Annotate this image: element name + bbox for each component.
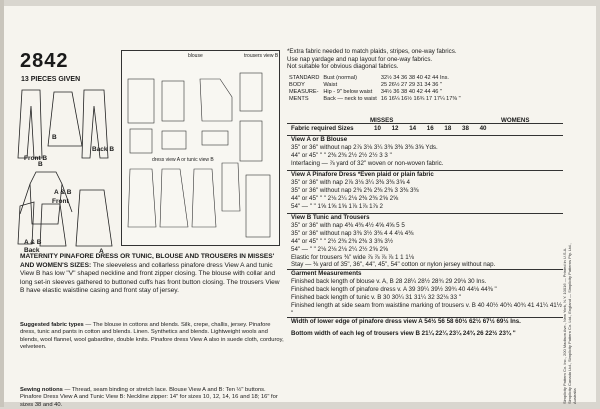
yardage-a-b-row-3: Interfacing — ⅞ yard of 32" woven or non-woven fabric.: [291, 159, 444, 167]
yardage-b-row-6: Stay — ⅜ yard of 35", 36", 44", 45", 54" cotton or nylon jersey without nap.: [291, 261, 496, 269]
label-front-b: Front B: [24, 155, 48, 162]
hip-values: 34½ 36 38 40 42 44 46 ": [380, 88, 442, 95]
hip-label: Hip - 9" below waist: [323, 88, 373, 95]
yardage-a-row-1: 35" or 36" with nap 2⅞ 3⅛ 3¼ 3⅜ 3⅜ 3⅝ 4: [291, 178, 410, 186]
garment-row-3: Finished back length of tunic v. B 30 30¼ 31 31¼ 32 32⅛ 33 ": [291, 293, 461, 301]
yardage-a-title: View A Pinafore Dress *Even plaid or plain fabric: [291, 171, 434, 178]
garment-row-2: Finished back length of pinafore dress v. A 39 39¼ 39½ 39¾ 40 44⅛ 44⅜ ": [291, 285, 497, 293]
garment-measurements: [291, 270, 563, 317]
sewing-notions: [20, 387, 284, 409]
std-label-2: BODY: [289, 81, 305, 88]
diagram-label-trousers: trousers view B: [244, 53, 279, 59]
pattern-number: 2842: [20, 50, 69, 72]
label-b: B: [52, 134, 57, 141]
bust-label: Bust (normal): [323, 74, 357, 81]
label-back-b: Back B: [92, 146, 115, 153]
std-label-1: STANDARD: [289, 74, 320, 81]
fabric-notes: [287, 48, 592, 71]
label-a-b-2: A & B: [24, 239, 42, 246]
label-front: Front: [52, 198, 69, 205]
yardage-b-row-4: 54" — " " 2⅛ 2⅛ 2⅛ 2¼ 2½ 2⅝ 2⅝: [291, 245, 389, 253]
label-a-b-1: A & B: [54, 189, 72, 196]
misses-heading: MISSES: [370, 117, 394, 124]
notions-heading: Sewing notions: [20, 387, 63, 393]
waist-values: 25 26½ 27 29 31 34 36 ": [380, 81, 442, 88]
notions-body: — Thread, seam binding or stretch lace. Blouse View A and B: Ten ½" buttons. Pinafore Dress View A and Tunic View B: Neckline zipper: 14" for sizes 10, 12, 14, 16 and 18; 16" for sizes 38 and 40.: [20, 387, 278, 408]
diagram-label-dress: dress view A or tunic view B: [152, 157, 214, 163]
publisher-note: Simplicity Pattern Co. Inc., 200 Madison Ave., New York, N.Y. 10016 — Printed in U.S.A. Simplicity Canada Ltd., Simplicity Pattern Co. Ltd., England — Simplicity Patterns Pty. Ltd., Australia: [562, 243, 577, 404]
width-row-1: Width of lower edge of pinafore dress view A 54½ 56 58 60½ 62½ 67½ 69½ Ins.: [291, 318, 521, 325]
trousers-sketch: [12, 86, 120, 166]
garment-title: Garment Measurements: [291, 270, 362, 277]
fabric-required-label: Fabric required Sizes: [291, 125, 354, 132]
yardage-a-b: [291, 136, 563, 168]
measurement-column: [287, 48, 592, 103]
size-list: 10 12 14 16 18 38 40: [374, 125, 487, 132]
std-label-3: MEASURE-: [289, 88, 319, 95]
pattern-pieces-svg: [122, 51, 279, 245]
yardage-b-row-5: Elastic for trousers ⅜" wide ⅞ ⅞ ⅞ ⅞ 1 1 1⅛: [291, 253, 414, 261]
yardage-a-b-title: View A or B Blouse: [291, 136, 348, 143]
yardage-b-row-2: 35" or 36" without nap 3⅜ 3½ 3⅜ 4 4 4⅛ 4⅜: [291, 229, 414, 237]
yardage-a-b-row-2: 44" or 45" " " 2⅜ 2⅜ 2½ 2½ 2½ 3 3 ": [291, 151, 392, 159]
pattern-envelope-back: [4, 6, 596, 408]
description-body: The sleeveless and collarless pinafore dress View A and tunic View B has low "V" shaped neckline and front zipper closing. The blouse with collar and long set-in sleeves gathered to buttoned cuffs has front button closing. The trousers View B have elastic waistline casing and front stay of jersey.: [20, 261, 280, 295]
description-heading: MATERNITY PINAFORE DRESS OR TUNIC, BLOUSE AND TROUSERS IN MISSES' AND WOMEN'S SIZES:: [20, 253, 275, 269]
body-measurements-table: [287, 75, 463, 103]
garment-row-1: Finished back length of blouse v. A, B 28 28¼ 28½ 28¾ 29 29⅛ 30 Ins.: [291, 277, 487, 285]
yardage-a-row-3: 44" or 45" " " 2⅛ 2¼ 2⅛ 2⅜ 2⅜ 2⅝ 2⅝: [291, 194, 399, 202]
womens-heading: WOMENS: [501, 117, 530, 124]
fabrics-heading: Suggested fabric types: [20, 322, 84, 328]
back-waist-label: Back — neck to waist: [323, 95, 377, 102]
bust-values: 32½ 34 36 38 40 42 44 Ins.: [380, 74, 449, 81]
yardage-a-row-2: 35" or 36" without nap 2⅜ 2⅜ 2⅜ 2⅜ 3 3⅜ 3⅜: [291, 186, 419, 194]
suggested-fabrics: [20, 322, 284, 352]
style-description: [20, 253, 284, 296]
note-3: Not suitable for obvious diagonal fabrics.: [287, 63, 399, 71]
label-a: A: [99, 248, 104, 255]
yardage-b-title: View B Tunic and Trousers: [291, 214, 370, 221]
yardage-b-row-3: 44" or 45" " " 2½ 2⅜ 2⅜ 2⅜ 3 3⅜ 3½: [291, 237, 394, 245]
pieces-given: 13 PIECES GIVEN: [21, 76, 81, 83]
std-label-4: MENTS: [289, 95, 309, 102]
note-1: *Extra fabric needed to match plaids, stripes, one-way fabrics.: [287, 48, 457, 55]
yardage-b: [291, 214, 563, 269]
label-back: Back: [24, 247, 40, 254]
waist-label: Waist: [323, 81, 338, 88]
width-row-2: Bottom width of each leg of trousers view B 21¼ 22¼ 23¼ 24¾ 26 22½ 23¾ ": [291, 329, 516, 337]
pattern-pieces-diagram: [121, 50, 280, 246]
label-b-2: B: [38, 161, 43, 168]
note-2: Use nap yardage and nap layout for one-way fabrics.: [287, 55, 433, 63]
width-measurements: [291, 318, 563, 338]
diagram-label-blouse: blouse: [188, 53, 203, 59]
back-waist-values: 16 16¼ 16½ 16¾ 17 17¼ 17⅜ ": [380, 95, 461, 102]
fabrics-body: — The blouse in cottons and blends. Silk, crepe, challis, jersey. Pinafore dress, tunic and pants in cotton and blends. Linen. Synthetics and blends. Lightweight wools and blends, wool flannel, wool gabardine, double knits. Pinafore dress View A also in suede cloth, corduroy, velveteen.: [20, 322, 284, 351]
yardage-a-row-4: 54" — " " 1⅝ 1⅝ 1⅝ 1⅞ 1⅞ 1⅞ 2: [291, 202, 383, 210]
yardage-b-row-1: 35" or 36" with nap 4⅜ 4⅜ 4½ 4⅝ 4⅝ 5 5: [291, 221, 405, 229]
yardage-a: [291, 171, 563, 211]
garment-row-4: Finished length at side seam from waistline marking of trousers v. B 40 40½ 40¾ 40¾ 41 41¼ 41½ ": [291, 301, 562, 317]
yardage-a-b-row-1: 35" or 36" without nap 2⅞ 3⅛ 3¼ 3⅜ 3⅜ 3⅜ 3⅝ Yds.: [291, 143, 438, 151]
